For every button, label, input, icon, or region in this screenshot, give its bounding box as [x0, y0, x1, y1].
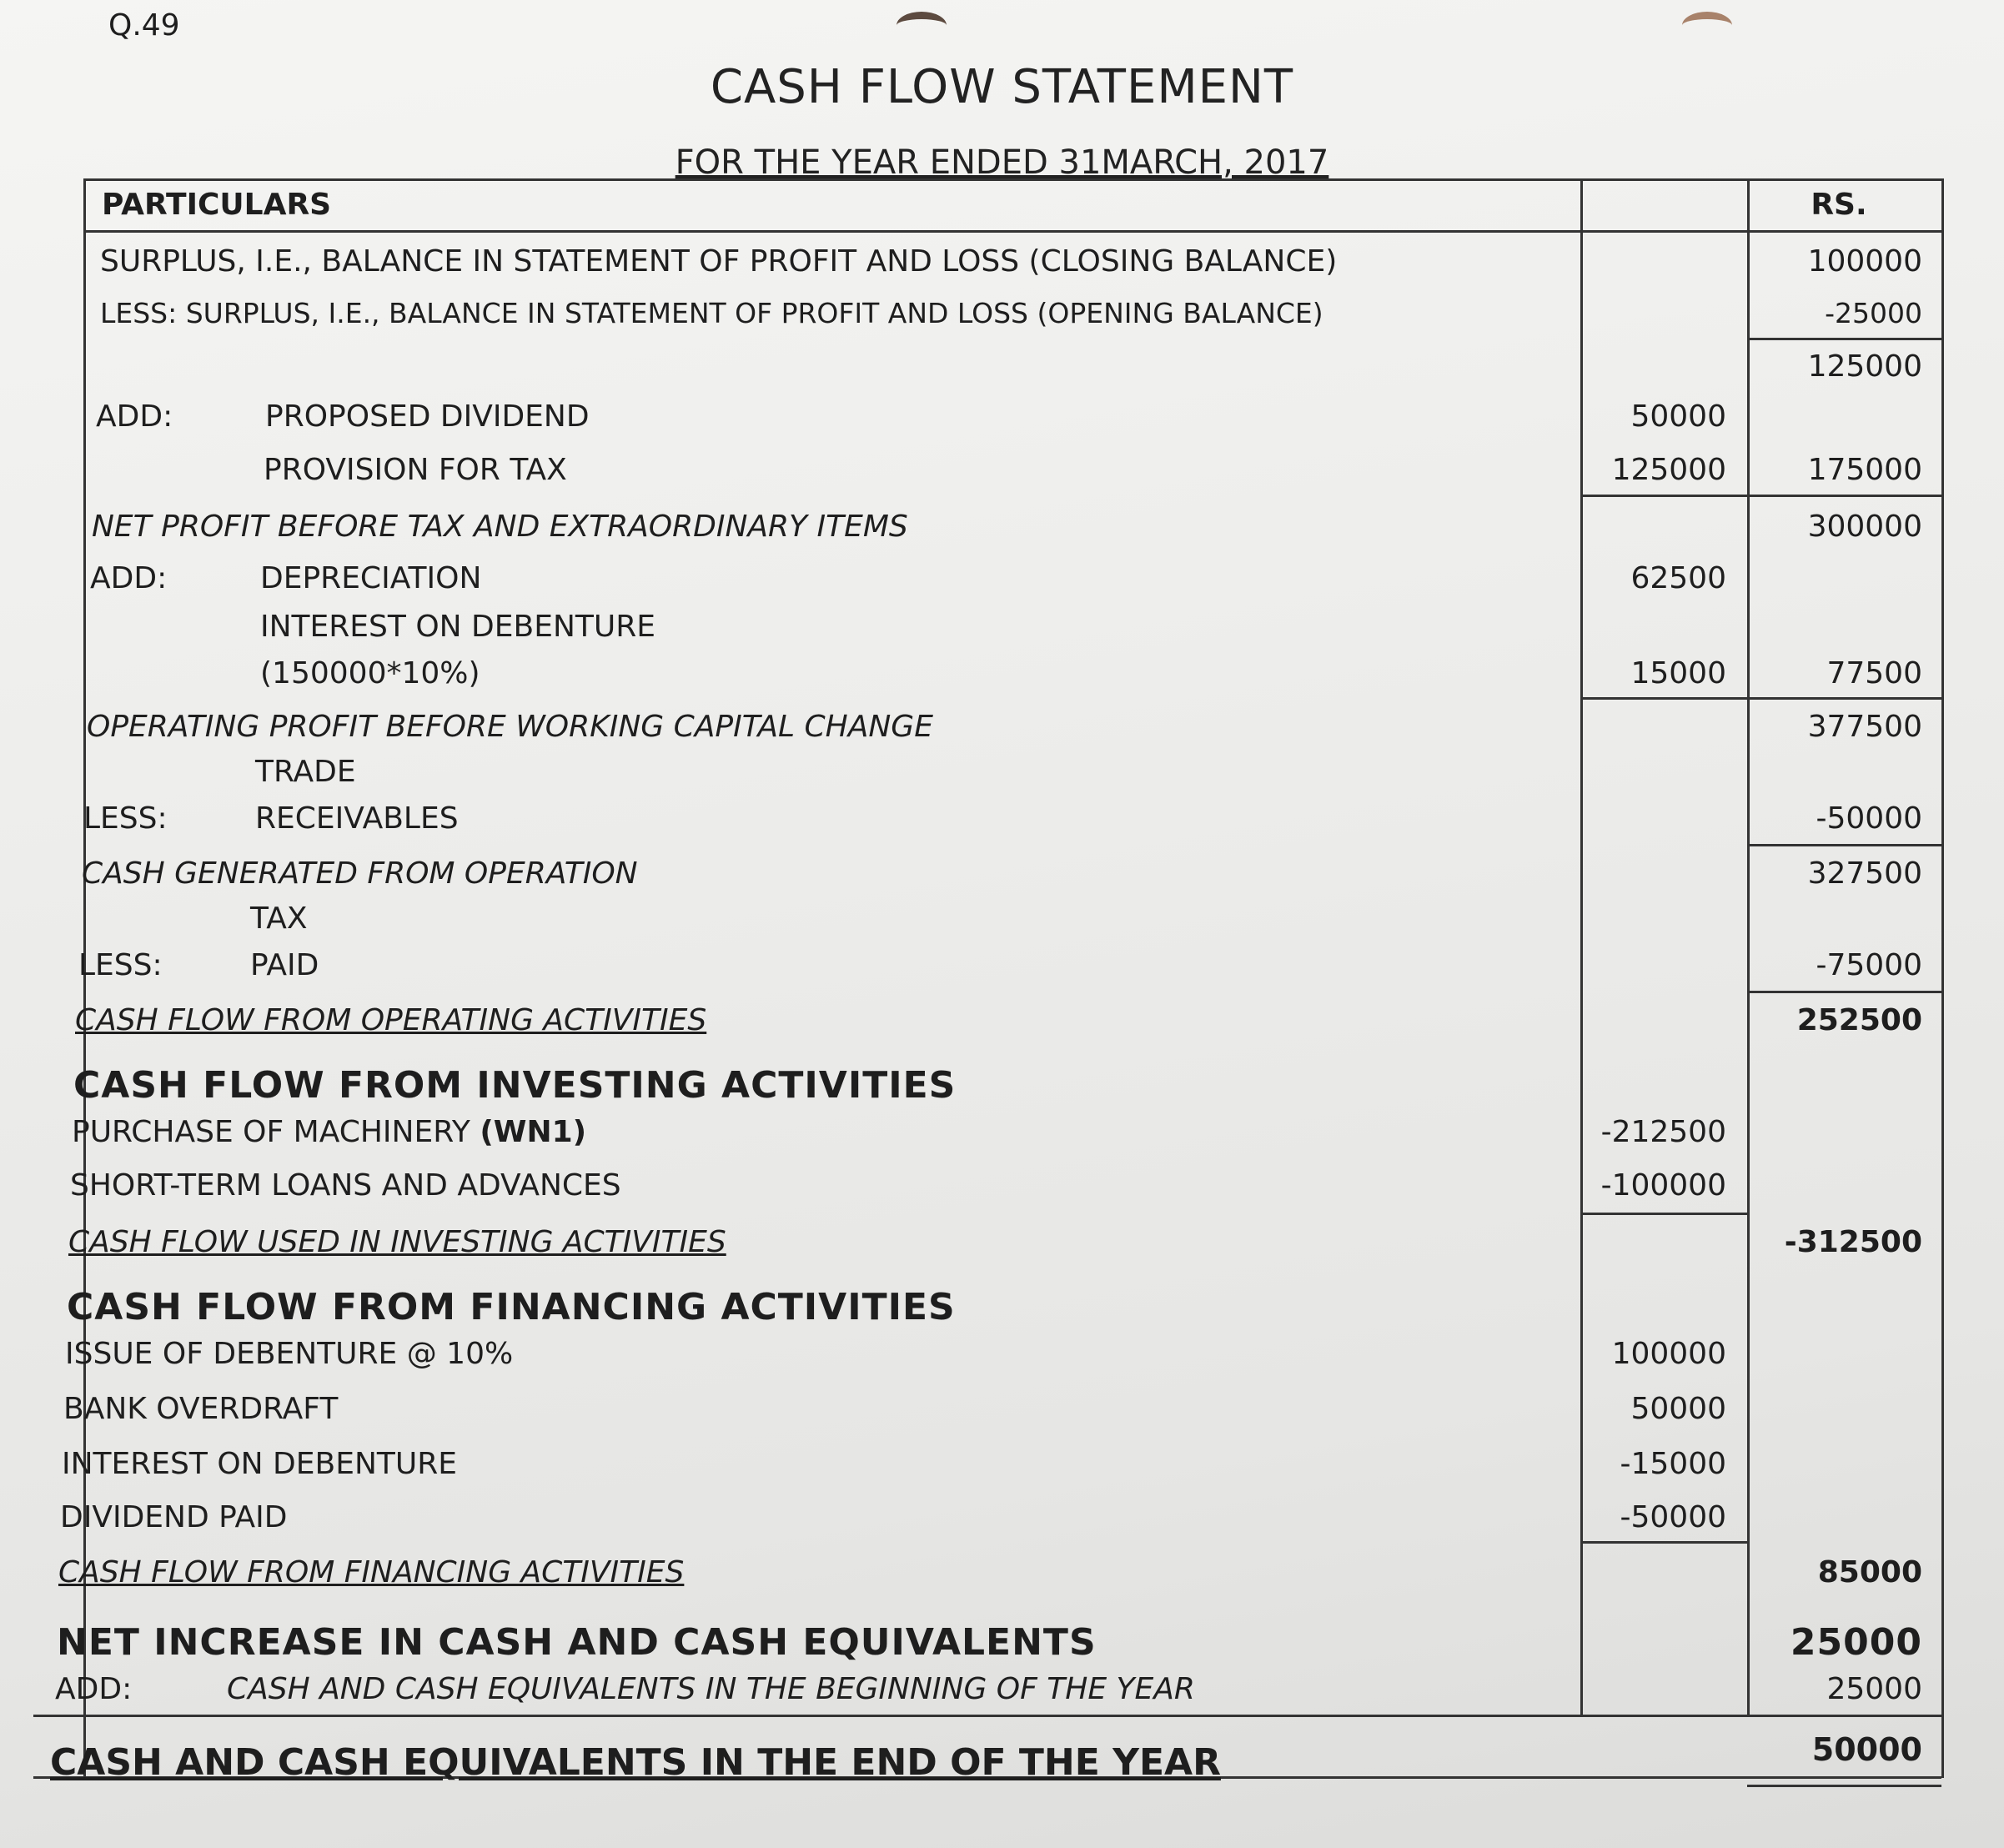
- row-label: CASH AND CASH EQUIVALENTS IN THE BEGINNING OF THE YEAR: [227, 1672, 1195, 1706]
- row-total: 252500: [1796, 1003, 1922, 1037]
- row-total: 125000: [1807, 349, 1922, 384]
- table-row: [0, 1161, 2004, 1211]
- table-row: [0, 849, 2004, 899]
- row-amount: -15000: [1620, 1447, 1726, 1481]
- table-row: [0, 602, 2004, 652]
- table-row: [0, 289, 2004, 339]
- section-heading: [0, 1283, 2004, 1333]
- double-underline: [1747, 1785, 1941, 1787]
- row-total: -25000: [1825, 297, 1922, 329]
- table-header: [0, 180, 2004, 230]
- table-row: [0, 747, 2004, 797]
- table-row: [0, 445, 2004, 495]
- row-prefix: LESS:: [83, 801, 168, 836]
- table-row: [0, 237, 2004, 287]
- row-prefix: ADD:: [55, 1672, 133, 1706]
- row-total: 327500: [1807, 856, 1922, 891]
- subtotal-rule: [1747, 991, 1941, 993]
- row-total: 25000: [1826, 1672, 1922, 1706]
- table-row: [0, 996, 2004, 1046]
- currency-header: RS.: [1811, 188, 1867, 222]
- row-label: LESS: SURPLUS, I.E., BALANCE IN STATEMENT OF PROFIT AND LOSS (OPENING BALANCE): [100, 297, 1323, 329]
- row-amount: 125000: [1611, 453, 1726, 487]
- row-amount: 15000: [1630, 656, 1726, 690]
- table-row: [0, 1493, 2004, 1543]
- row-label: NET PROFIT BEFORE TAX AND EXTRAORDINARY ITEMS: [92, 510, 908, 544]
- table-row: [0, 392, 2004, 442]
- table-row: [0, 554, 2004, 604]
- table-row: [0, 794, 2004, 844]
- section-heading: [0, 1061, 2004, 1111]
- row-label: TRADE: [255, 755, 356, 789]
- row-label: NET INCREASE IN CASH AND CASH EQUIVALENTS: [57, 1621, 1097, 1664]
- row-total: 85000: [1817, 1555, 1922, 1589]
- table-row: [0, 702, 2004, 752]
- row-label: PURCHASE OF MACHINERY (WN1): [72, 1115, 587, 1149]
- table-row: [0, 1618, 2004, 1668]
- row-label: RECEIVABLES: [255, 801, 459, 836]
- row-label: SHORT-TERM LOANS AND ADVANCES: [70, 1168, 621, 1203]
- punch-hole-left: [897, 12, 947, 39]
- statement-title: CASH FLOW STATEMENT: [710, 60, 1294, 114]
- row-amount: 62500: [1630, 561, 1726, 595]
- row-total: 377500: [1807, 710, 1922, 744]
- subtotal-rule: [1747, 844, 1941, 846]
- row-label: CASH GENERATED FROM OPERATION: [82, 856, 638, 891]
- row-label: OPERATING PROFIT BEFORE WORKING CAPITAL CHANGE: [87, 710, 933, 744]
- row-prefix: LESS:: [78, 948, 163, 982]
- row-label: PAID: [250, 948, 319, 982]
- row-label: CASH FLOW USED IN INVESTING ACTIVITIES: [68, 1225, 726, 1259]
- subtotal-rule: [1580, 1213, 1747, 1215]
- row-label: CASH FLOW FROM OPERATING ACTIVITIES: [75, 1003, 707, 1037]
- closing-balance-label: CASH AND CASH EQUIVALENTS IN THE END OF THE YEAR: [50, 1741, 1221, 1784]
- row-amount: -100000: [1600, 1168, 1726, 1203]
- row-total: 77500: [1826, 656, 1922, 690]
- table-row: [0, 1665, 2004, 1715]
- row-label: INTEREST ON DEBENTURE: [260, 610, 655, 644]
- row-total: 25000: [1790, 1621, 1922, 1664]
- table-row: [0, 1548, 2004, 1598]
- table-row: [0, 649, 2004, 699]
- row-total: -50000: [1816, 801, 1922, 836]
- row-label: BANK OVERDRAFT: [63, 1392, 339, 1426]
- row-label: SURPLUS, I.E., BALANCE IN STATEMENT OF PROFIT AND LOSS (CLOSING BALANCE): [100, 244, 1338, 279]
- row-total: -312500: [1784, 1225, 1922, 1259]
- row-prefix: ADD:: [96, 399, 173, 434]
- row-label: CASH FLOW FROM FINANCING ACTIVITIES: [67, 1286, 956, 1328]
- row-label: PROPOSED DIVIDEND: [265, 399, 590, 434]
- row-label: ISSUE OF DEBENTURE @ 10%: [65, 1337, 514, 1371]
- row-amount: -50000: [1620, 1500, 1726, 1534]
- row-prefix: ADD:: [90, 561, 168, 595]
- question-number: Q.49: [108, 8, 180, 43]
- table-row: [0, 342, 2004, 392]
- row-label: (150000*10%): [260, 656, 480, 690]
- punch-hole-right: [1682, 12, 1732, 39]
- row-label: CASH FLOW FROM INVESTING ACTIVITIES: [73, 1064, 957, 1107]
- row-amount: -212500: [1600, 1115, 1726, 1149]
- table-row: [0, 1218, 2004, 1268]
- statement-subtitle: FOR THE YEAR ENDED 31MARCH, 2017: [675, 143, 1329, 182]
- row-label: TAX: [250, 901, 308, 936]
- row-amount: 100000: [1611, 1337, 1726, 1371]
- row-total: -75000: [1816, 948, 1922, 982]
- total-rule: [33, 1715, 1941, 1717]
- table-row: [0, 1329, 2004, 1379]
- table-row: [0, 1439, 2004, 1489]
- particulars-header: PARTICULARS: [102, 188, 332, 222]
- row-label: CASH FLOW FROM FINANCING ACTIVITIES: [58, 1555, 685, 1589]
- row-label: PROVISION FOR TAX: [264, 453, 567, 487]
- row-label: DIVIDEND PAID: [60, 1500, 288, 1534]
- table-row: [0, 941, 2004, 991]
- row-label: INTEREST ON DEBENTURE: [62, 1447, 457, 1481]
- closing-balance-amount: 50000: [1811, 1731, 1922, 1768]
- row-total: 300000: [1807, 510, 1922, 544]
- row-total: 100000: [1807, 244, 1922, 279]
- row-amount: 50000: [1630, 1392, 1726, 1426]
- row-amount: 50000: [1630, 399, 1726, 434]
- table-row: [0, 894, 2004, 944]
- header-rule: [83, 230, 1941, 233]
- row-total: 175000: [1807, 453, 1922, 487]
- table-row: [0, 1384, 2004, 1434]
- table-row: [0, 1107, 2004, 1158]
- table-row: [0, 502, 2004, 552]
- row-label: DEPRECIATION: [260, 561, 482, 595]
